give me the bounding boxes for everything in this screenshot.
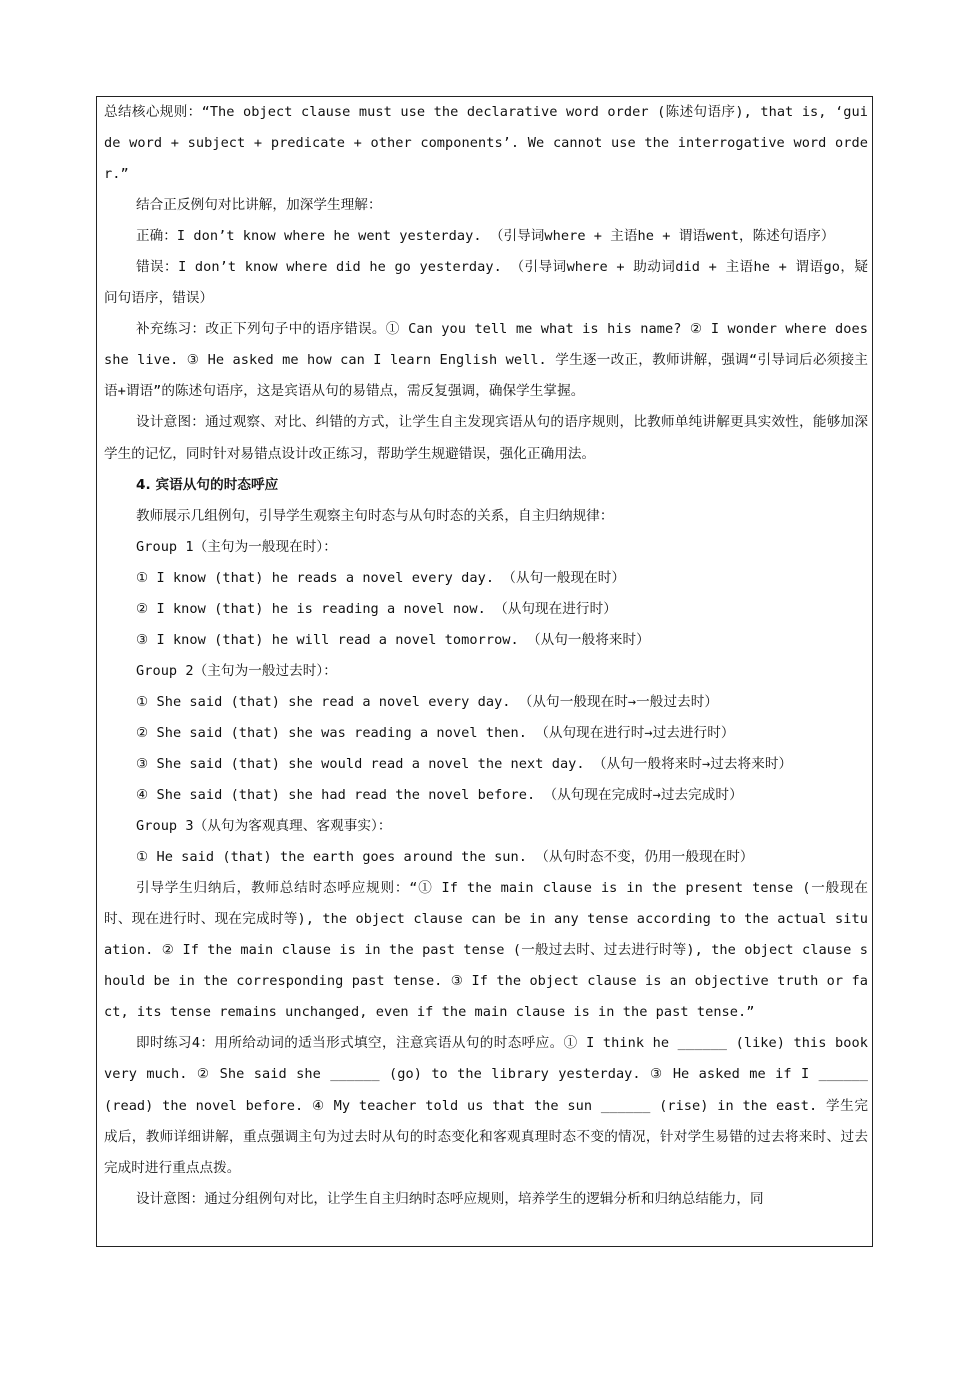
paragraph-practice-4: 即时练习4：用所给动词的适当形式填空，注意宾语从句的时态呼应。① I think he ______ (like) this book very much. ② She said she ______ (go) to the library yesterday. ③ He asked me if I ______ (read) the novel before. ④ My teacher told us that the sun ______ (rise) in the east. 学生完成后，教师详细讲解，重点强调主句为过去时从句的时态变化和客观真理时态不变的情况，针对学生易错的过去将来时、过去完成时进行重点点拨。	[104, 1035, 868, 1176]
group-2-example-1: ① She said (that) she read a novel every day. （从句一般现在时→一般过去时）	[136, 693, 719, 710]
lesson-plan-table-cell	[96, 96, 873, 1247]
section-heading-tense-agreement: 4. 宾语从句的时态呼应	[136, 476, 279, 493]
paragraph-design-intent-2: 设计意图：通过分组例句对比，让学生自主归纳时态呼应规则，培养学生的逻辑分析和归纳总结能力，同	[136, 1190, 764, 1207]
paragraph-design-intent-1: 设计意图：通过观察、对比、纠错的方式，让学生自主发现宾语从句的语序规则，比教师单纯讲解更具实效性，能够加深学生的记忆，同时针对易错点设计改正练习，帮助学生规避错误，强化正确用法。	[104, 414, 868, 462]
group-3-example-1: ① He said (that) the earth goes around the sun. （从句时态不变，仍用一般现在时）	[136, 849, 754, 866]
group-1-example-1: ① I know (that) he reads a novel every day. （从句一般现在时）	[136, 569, 626, 586]
group-1-heading: Group 1（主句为一般现在时）：	[136, 538, 337, 555]
group-3-heading: Group 3（从句为客观真理、客观事实）：	[136, 818, 392, 835]
paragraph-wrong-example: 错误：I don’t know where did he go yesterday. （引导词where + 助动词did + 主语he + 谓语go，疑问句语序，错误）	[104, 259, 868, 307]
paragraph-extra-practice: 补充练习：改正下列句子中的语序错误。① Can you tell me what is his name? ② I wonder where does she live. ③ He asked me how can I learn English well. 学生逐一改正，教师讲解，强调“引导词后必须接主语+谓语”的陈述句语序，这是宾语从句的易错点，需反复强调，确保学生掌握。	[104, 321, 868, 400]
group-1-example-2: ② I know (that) he is reading a novel now. （从句现在进行时）	[136, 600, 617, 617]
paragraph-correct-example: 正确：I don’t know where he went yesterday. （引导词where + 主语he + 谓语went，陈述句语序）	[136, 228, 835, 245]
group-2-heading: Group 2（主句为一般过去时）：	[136, 662, 337, 679]
group-2-example-4: ④ She said (that) she had read the novel before. （从句现在完成时→过去完成时）	[136, 787, 743, 804]
lesson-plan-content	[104, 97, 868, 1215]
group-2-example-2: ② She said (that) she was reading a novel then. （从句现在进行时→过去进行时）	[136, 724, 735, 741]
group-2-example-3: ③ She said (that) she would read a novel the next day. （从句一般将来时→过去将来时）	[136, 755, 793, 772]
paragraph-summary-rule: 总结核心规则：“The object clause must use the declarative word order (陈述句语序), that is, ‘guide word + subject + predicate + other components’. We cannot use the interrogative word order.”	[104, 104, 868, 183]
paragraph-contrast-intro: 结合正反例句对比讲解，加深学生理解：	[136, 197, 382, 214]
paragraph-tense-rule-summary: 引导学生归纳后，教师总结时态呼应规则：“① If the main clause is in the present tense (一般现在时、现在进行时、现在完成时等), the object clause can be in any tense according to the actual situation. ② If the main clause is in the past tense (一般过去时、过去进行时等), the object clause should be in the corresponding past tense. ③ If the object clause is an objective truth or fact, its tense remains unchanged, even if the main clause is in the past tense.”	[104, 880, 868, 1021]
paragraph-teacher-shows: 教师展示几组例句，引导学生观察主句时态与从句时态的关系，自主归纳规律：	[136, 507, 614, 524]
group-1-example-3: ③ I know (that) he will read a novel tomorrow. （从句一般将来时）	[136, 631, 650, 648]
